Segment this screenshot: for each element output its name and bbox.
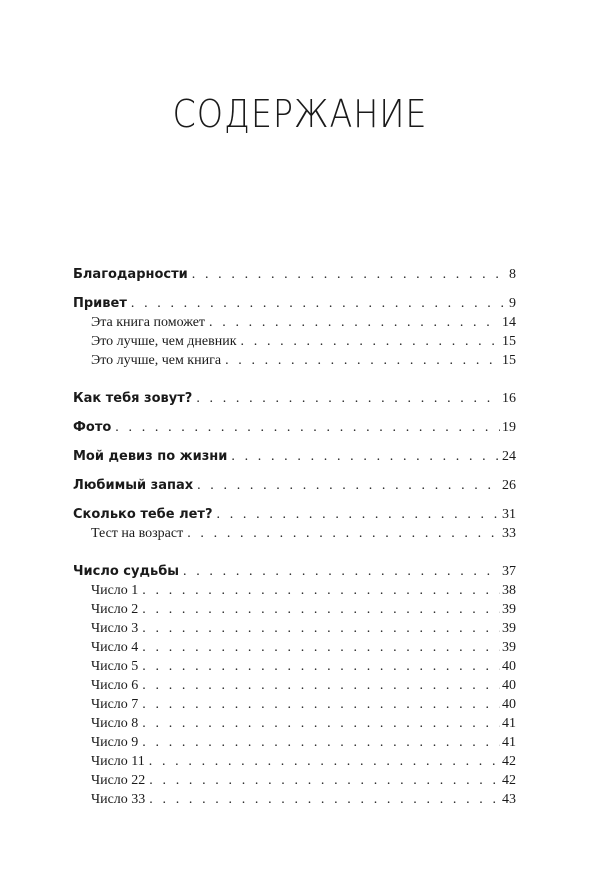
toc-entry-title: Число 3: [91, 621, 139, 636]
toc-entry-page: 41: [502, 716, 516, 731]
toc-entry-page: 40: [502, 678, 516, 693]
dot-leader: [131, 294, 507, 313]
toc-entry-title: Число судьбы: [73, 564, 180, 579]
dot-leader: [196, 389, 500, 408]
toc-subentry[interactable]: [73, 733, 516, 752]
toc-subentry[interactable]: [73, 714, 516, 733]
toc-subentry[interactable]: [73, 524, 516, 543]
toc-entry-page: 16: [502, 391, 516, 406]
dot-leader: [197, 476, 500, 495]
toc-subentry[interactable]: [73, 351, 516, 370]
page-title: СОДЕРЖАНИЕ: [172, 92, 428, 136]
toc-entry-title: Число 11: [91, 754, 145, 769]
dot-leader: [209, 313, 500, 332]
toc-entry-title: Число 9: [91, 735, 139, 750]
toc-entry-title: Число 4: [91, 640, 139, 655]
toc-subentry[interactable]: [73, 600, 516, 619]
dot-leader: [142, 657, 500, 676]
dot-leader: [115, 418, 500, 437]
toc-entry-page: 39: [502, 640, 516, 655]
dot-leader: [217, 505, 500, 524]
toc-entry-page: 42: [502, 754, 516, 769]
toc-entry-title: Число 1: [91, 583, 139, 598]
toc-entry-title: Число 2: [91, 602, 139, 617]
toc-entry-title: Фото: [73, 420, 112, 435]
dot-leader: [241, 332, 500, 351]
dot-leader: [142, 695, 500, 714]
toc-entry-title: Число 33: [91, 792, 146, 807]
toc-entry[interactable]: [73, 418, 516, 437]
dot-leader: [142, 619, 500, 638]
toc-entry-title: Это лучше, чем дневник: [91, 334, 237, 349]
toc-entry-page: 33: [502, 526, 516, 541]
toc-entry-page: 26: [502, 478, 516, 493]
toc-entry-page: 8: [509, 267, 516, 282]
toc-entry[interactable]: [73, 505, 516, 524]
toc-entry-title: Любимый запах: [73, 478, 194, 493]
toc-entry-title: Сколько тебе лет?: [73, 507, 213, 522]
dot-leader: [142, 581, 500, 600]
toc-entry-page: 40: [502, 659, 516, 674]
toc-entry-title: Число 6: [91, 678, 139, 693]
toc-entry-page: 39: [502, 621, 516, 636]
dot-leader: [142, 733, 500, 752]
toc-entry-page: 38: [502, 583, 516, 598]
dot-leader: [183, 562, 500, 581]
toc-subentry[interactable]: [73, 771, 516, 790]
toc-entry-title: Число 22: [91, 773, 146, 788]
toc-entry-page: 31: [502, 507, 516, 522]
dot-leader: [187, 524, 500, 543]
dot-leader: [231, 447, 500, 466]
toc-entry-page: 9: [509, 296, 516, 311]
toc-entry-page: 39: [502, 602, 516, 617]
toc-subentry[interactable]: [73, 752, 516, 771]
toc-subentry[interactable]: [73, 581, 516, 600]
toc-entry-page: 42: [502, 773, 516, 788]
table-of-contents: [73, 265, 516, 809]
dot-leader: [149, 752, 500, 771]
toc-subentry[interactable]: [73, 638, 516, 657]
toc-subentry[interactable]: [73, 313, 516, 332]
dot-leader: [142, 714, 500, 733]
toc-entry-title: Число 8: [91, 716, 139, 731]
dot-leader: [149, 790, 500, 809]
toc-entry-page: 15: [502, 334, 516, 349]
toc-entry-title: Число 7: [91, 697, 139, 712]
toc-entry-title: Это лучше, чем книга: [91, 353, 222, 368]
toc-entry-page: 41: [502, 735, 516, 750]
toc-entry[interactable]: [73, 476, 516, 495]
toc-subentry[interactable]: [73, 657, 516, 676]
toc-entry-page: 15: [502, 353, 516, 368]
toc-entry-title: Благодарности: [73, 267, 188, 282]
toc-entry-title: Как тебя зовут?: [73, 391, 193, 406]
toc-entry-title: Тест на возраст: [91, 526, 184, 541]
toc-entry-page: 14: [502, 315, 516, 330]
toc-entry[interactable]: [73, 389, 516, 408]
dot-leader: [225, 351, 500, 370]
toc-entry-title: Число 5: [91, 659, 139, 674]
dot-leader: [142, 676, 500, 695]
dot-leader: [149, 771, 500, 790]
toc-subentry[interactable]: [73, 790, 516, 809]
toc-entry-title: Привет: [73, 296, 127, 311]
toc-subentry[interactable]: [73, 332, 516, 351]
toc-entry-title: Эта книга поможет: [91, 315, 206, 330]
toc-subentry[interactable]: [73, 695, 516, 714]
toc-entry-page: 24: [502, 449, 516, 464]
toc-entry-page: 43: [502, 792, 516, 807]
toc-entry-title: Мой девиз по жизни: [73, 449, 228, 464]
dot-leader: [142, 638, 500, 657]
toc-entry-page: 19: [502, 420, 516, 435]
toc-entry[interactable]: [73, 265, 516, 284]
toc-entry[interactable]: [73, 562, 516, 581]
dot-leader: [192, 265, 507, 284]
toc-subentry[interactable]: [73, 619, 516, 638]
toc-subentry[interactable]: [73, 676, 516, 695]
toc-entry[interactable]: [73, 294, 516, 313]
toc-entry-page: 40: [502, 697, 516, 712]
dot-leader: [142, 600, 500, 619]
toc-entry-page: 37: [502, 564, 516, 579]
toc-entry[interactable]: [73, 447, 516, 466]
